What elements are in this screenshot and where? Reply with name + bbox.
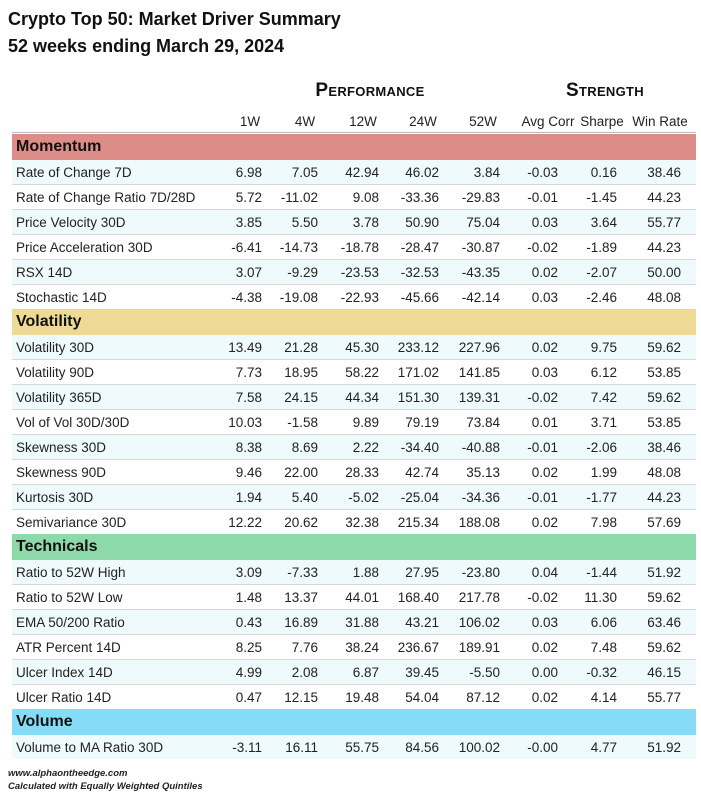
cell-win-rate: 38.46 [647,439,681,455]
cell-1w: 0.43 [235,614,262,630]
cell-24w: 84.56 [405,739,439,755]
row-label: Ulcer Ratio 14D [16,689,112,705]
cell-1w: -4.38 [231,289,262,305]
data-table [12,134,696,759]
cell-1w: 10.03 [228,414,262,430]
table-row [12,634,696,659]
cell-1w: 8.38 [235,439,262,455]
cell-avg-corr: 0.03 [531,364,558,380]
table-row [12,459,696,484]
cell-24w: -32.53 [400,264,439,280]
table-row [12,659,696,684]
cell-avg-corr: 0.00 [531,664,558,680]
cell-win-rate: 44.23 [647,239,681,255]
section-header-volatility: Volatility [12,309,696,335]
cell-12w: 42.94 [345,164,379,180]
cell-win-rate: 57.69 [647,514,681,530]
cell-12w: 32.38 [345,514,379,530]
cell-52w: -5.50 [469,664,500,680]
column-header-win-rate: Win Rate [632,114,688,129]
cell-12w: -22.93 [340,289,379,305]
cell-12w: 2.22 [352,439,379,455]
cell-avg-corr: 0.02 [531,514,558,530]
cell-avg-corr: -0.00 [527,739,558,755]
table-row [12,609,696,634]
table-row [12,560,696,584]
cell-win-rate: 51.92 [647,739,681,755]
cell-avg-corr: 0.02 [531,689,558,705]
cell-24w: 215.34 [397,514,439,530]
row-label: Skewness 90D [16,464,107,480]
cell-4w: -7.33 [287,564,318,580]
cell-4w: -1.58 [287,414,318,430]
cell-avg-corr: -0.01 [527,439,558,455]
cell-24w: 54.04 [405,689,439,705]
cell-52w: -30.87 [461,239,500,255]
cell-4w: 20.62 [284,514,318,530]
cell-sharpe: 3.64 [590,214,617,230]
cell-4w: 21.28 [284,339,318,355]
cell-sharpe: 0.16 [590,164,617,180]
cell-1w: 9.46 [235,464,262,480]
cell-24w: -45.66 [400,289,439,305]
cell-sharpe: -1.45 [586,189,617,205]
cell-1w: 4.99 [235,664,262,680]
cell-1w: 1.94 [235,489,262,505]
cell-24w: -33.36 [400,189,439,205]
row-label: Volume to MA Ratio 30D [16,739,164,755]
cell-sharpe: -2.46 [586,289,617,305]
cell-52w: -40.88 [461,439,500,455]
row-label: Ratio to 52W Low [16,589,123,605]
column-header-52w: 52W [469,114,497,129]
table-row [12,335,696,359]
cell-52w: 189.91 [458,639,500,655]
cell-24w: 168.40 [397,589,439,605]
cell-1w: -6.41 [231,239,262,255]
cell-win-rate: 50.00 [647,264,681,280]
table-row [12,284,696,309]
cell-24w: 27.95 [405,564,439,580]
cell-sharpe: 7.98 [590,514,617,530]
cell-52w: 87.12 [466,689,500,705]
cell-win-rate: 48.08 [647,464,681,480]
cell-avg-corr: 0.02 [531,339,558,355]
table-row [12,584,696,609]
cell-24w: -28.47 [400,239,439,255]
cell-win-rate: 38.46 [647,164,681,180]
cell-avg-corr: 0.03 [531,289,558,305]
cell-52w: -43.35 [461,264,500,280]
table-row [12,735,696,759]
cell-sharpe: 9.75 [590,339,617,355]
row-label: RSX 14D [16,264,73,280]
group-header-strength: Strength [566,80,644,101]
cell-1w: 0.47 [235,689,262,705]
cell-sharpe: 3.71 [590,414,617,430]
chart-subtitle: 52 weeks ending March 29, 2024 [8,36,285,56]
cell-win-rate: 44.23 [647,489,681,505]
cell-24w: 42.74 [405,464,439,480]
table-row [12,509,696,534]
table-row [12,359,696,384]
cell-avg-corr: 0.02 [531,639,558,655]
column-header-sharpe: Sharpe [580,114,624,129]
cell-avg-corr: 0.03 [531,214,558,230]
row-label: Skewness 30D [16,439,107,455]
cell-4w: 13.37 [284,589,318,605]
cell-4w: 7.05 [291,164,318,180]
cell-4w: -11.02 [280,189,318,205]
cell-1w: -3.11 [232,739,262,755]
cell-win-rate: 59.62 [647,639,681,655]
cell-1w: 1.48 [235,589,262,605]
cell-24w: 236.67 [397,639,439,655]
cell-sharpe: 6.06 [590,614,617,630]
cell-1w: 6.98 [235,164,262,180]
cell-52w: -29.83 [461,189,500,205]
table-row [12,160,696,184]
section-header-momentum: Momentum [12,134,696,160]
cell-1w: 3.07 [235,264,262,280]
cell-win-rate: 48.08 [647,289,681,305]
cell-win-rate: 55.77 [647,689,681,705]
cell-24w: 151.30 [397,389,439,405]
cell-sharpe: -1.89 [586,239,617,255]
cell-52w: 35.13 [466,464,500,480]
row-label: Kurtosis 30D [16,489,94,505]
cell-12w: 58.22 [345,364,379,380]
cell-4w: 24.15 [284,389,318,405]
cell-52w: 106.02 [458,614,500,630]
cell-1w: 8.25 [235,639,262,655]
cell-12w: -5.02 [348,489,379,505]
cell-win-rate: 59.62 [647,389,681,405]
cell-sharpe: -0.32 [586,664,617,680]
section-header-volume: Volume [12,709,696,735]
cell-12w: 44.01 [345,589,379,605]
cell-4w: -9.29 [287,264,318,280]
row-label: Rate of Change Ratio 7D/28D [16,189,196,205]
cell-sharpe: -2.07 [586,264,617,280]
cell-4w: 12.15 [284,689,318,705]
cell-4w: 8.69 [291,439,318,455]
cell-win-rate: 53.85 [647,364,681,380]
row-label: Rate of Change 7D [16,164,132,180]
cell-12w: 1.88 [352,564,379,580]
cell-avg-corr: -0.02 [527,239,558,255]
cell-sharpe: -1.77 [586,489,617,505]
cell-52w: 3.84 [473,164,500,180]
cell-1w: 5.72 [235,189,262,205]
cell-12w: 31.88 [345,614,379,630]
table-row [12,384,696,409]
cell-52w: -42.14 [461,289,500,305]
cell-24w: 50.90 [405,214,439,230]
cell-12w: 38.24 [345,639,379,655]
cell-avg-corr: 0.02 [531,264,558,280]
cell-12w: 44.34 [345,389,379,405]
table-row [12,184,696,209]
cell-sharpe: -1.44 [586,564,617,580]
cell-sharpe: -2.06 [586,439,617,455]
cell-avg-corr: 0.03 [531,614,558,630]
cell-4w: 2.08 [291,664,318,680]
cell-24w: -25.04 [400,489,439,505]
cell-24w: 79.19 [405,414,439,430]
column-header-24w: 24W [409,114,437,129]
cell-1w: 13.49 [228,339,262,355]
cell-52w: 217.78 [458,589,500,605]
table-row [12,259,696,284]
group-header-performance: Performance [315,80,425,101]
cell-win-rate: 59.62 [647,339,681,355]
cell-win-rate: 44.23 [647,189,681,205]
cell-52w: -23.80 [461,564,500,580]
footer-url: www.alphaontheedge.com [8,768,128,779]
cell-12w: 9.08 [352,189,379,205]
row-label: Volatility 365D [16,389,102,405]
cell-24w: 46.02 [405,164,439,180]
cell-52w: 100.02 [458,739,500,755]
cell-4w: 18.95 [284,364,318,380]
column-header-12w: 12W [349,114,377,129]
cell-4w: 22.00 [284,464,318,480]
cell-1w: 3.85 [235,214,262,230]
cell-avg-corr: -0.01 [527,489,558,505]
cell-win-rate: 46.15 [647,664,681,680]
cell-24w: 233.12 [397,339,439,355]
cell-12w: 6.87 [352,664,379,680]
cell-avg-corr: -0.02 [527,389,558,405]
chart-title: Crypto Top 50: Market Driver Summary [8,9,341,29]
cell-4w: -19.08 [279,289,318,305]
cell-24w: 39.45 [405,664,439,680]
footer-note: Calculated with Equally Weighted Quintiles [8,781,203,792]
cell-sharpe: 1.99 [590,464,617,480]
row-label: Price Acceleration 30D [16,239,153,255]
cell-52w: 188.08 [458,514,500,530]
cell-win-rate: 51.92 [647,564,681,580]
cell-12w: 45.30 [345,339,379,355]
cell-avg-corr: -0.01 [527,189,558,205]
row-label: Price Velocity 30D [16,214,126,230]
cell-sharpe: 11.30 [584,589,617,605]
cell-1w: 7.58 [235,389,262,405]
cell-52w: 139.31 [458,389,500,405]
row-label: EMA 50/200 Ratio [16,614,125,630]
cell-sharpe: 7.42 [590,389,617,405]
cell-52w: 75.04 [466,214,500,230]
cell-12w: -18.78 [340,239,379,255]
row-label: Semivariance 30D [16,514,127,530]
table-row [12,484,696,509]
section-header-technicals: Technicals [12,534,696,560]
cell-1w: 3.09 [235,564,262,580]
cell-12w: 9.89 [352,414,379,430]
table-row [12,234,696,259]
cell-52w: -34.36 [461,489,500,505]
table-row [12,434,696,459]
table-row [12,209,696,234]
header-divider [12,132,696,133]
table-row [12,684,696,709]
cell-avg-corr: 0.01 [531,414,558,430]
row-label: Vol of Vol 30D/30D [16,414,130,430]
cell-avg-corr: -0.02 [527,589,558,605]
cell-24w: -34.40 [400,439,439,455]
cell-1w: 7.73 [235,364,262,380]
column-header-1w: 1W [239,114,261,129]
cell-sharpe: 6.12 [590,364,617,380]
cell-avg-corr: 0.02 [531,464,558,480]
cell-1w: 12.22 [228,514,262,530]
cell-avg-corr: 0.04 [531,564,558,580]
column-header-4w: 4W [294,114,316,129]
cell-12w: 19.48 [345,689,379,705]
cell-24w: 43.21 [405,614,439,630]
cell-12w: 3.78 [352,214,379,230]
row-label: Stochastic 14D [16,289,107,305]
cell-52w: 73.84 [466,414,500,430]
row-label: ATR Percent 14D [16,639,121,655]
table-row [12,409,696,434]
row-label: Ratio to 52W High [16,564,126,580]
cell-12w: 55.75 [345,739,379,755]
cell-4w: -14.73 [279,239,318,255]
cell-12w: -23.53 [340,264,379,280]
cell-win-rate: 53.85 [647,414,681,430]
cell-52w: 141.85 [458,364,500,380]
cell-win-rate: 55.77 [647,214,681,230]
cell-4w: 7.76 [291,639,318,655]
cell-4w: 16.11 [285,739,318,755]
row-label: Volatility 90D [16,364,95,380]
cell-sharpe: 7.48 [590,639,617,655]
cell-4w: 16.89 [284,614,318,630]
cell-win-rate: 59.62 [647,589,681,605]
cell-12w: 28.33 [345,464,379,480]
cell-avg-corr: -0.03 [527,164,558,180]
cell-24w: 171.02 [397,364,439,380]
cell-win-rate: 63.46 [647,614,681,630]
row-label: Ulcer Index 14D [16,664,113,680]
cell-4w: 5.40 [291,489,318,505]
cell-sharpe: 4.77 [590,739,617,755]
cell-52w: 227.96 [458,339,500,355]
cell-sharpe: 4.14 [590,689,617,705]
column-header-avg-corr: Avg Corr [521,114,575,129]
row-label: Volatility 30D [16,339,95,355]
cell-4w: 5.50 [291,214,318,230]
